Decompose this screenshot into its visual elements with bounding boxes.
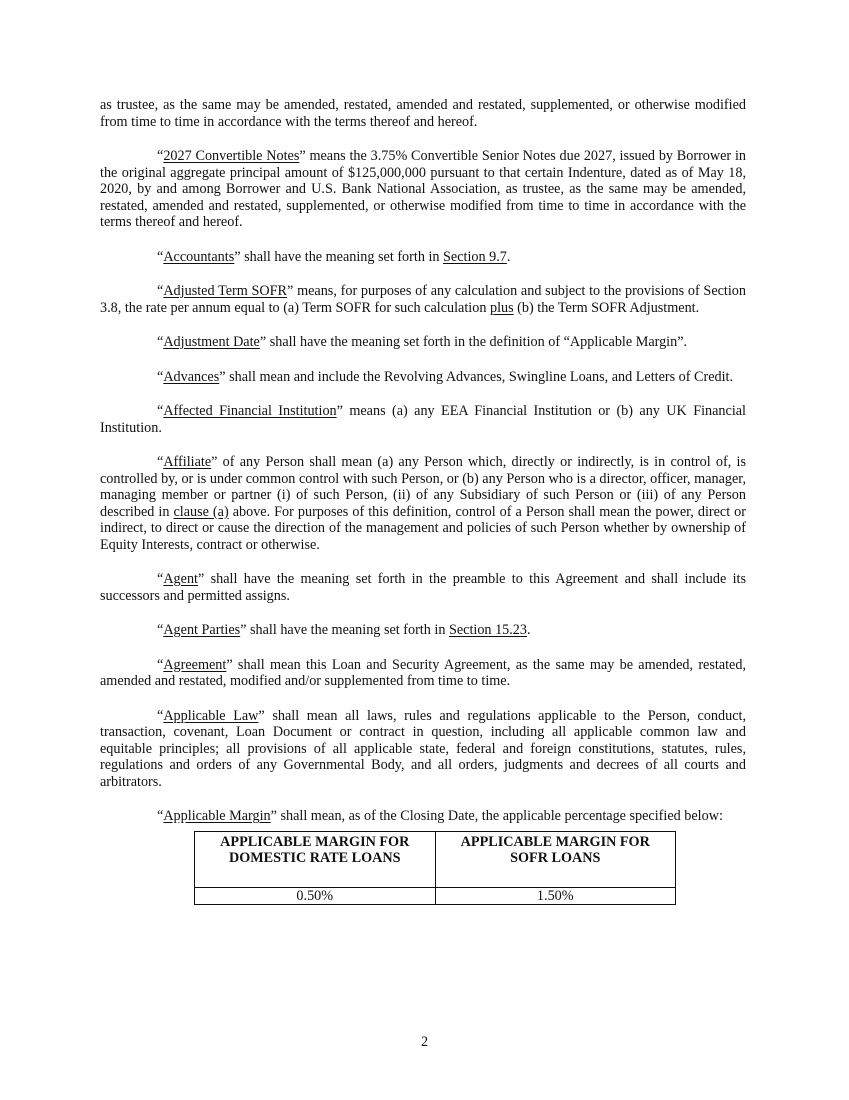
definition-applicable-law bbox=[100, 708, 746, 791]
table-row bbox=[195, 887, 676, 904]
defined-term: Agent Parties bbox=[163, 622, 241, 638]
page-number: 2 bbox=[420, 1034, 429, 1050]
open-quote: “ bbox=[157, 334, 164, 350]
definition-text: ” of any Person shall mean (a) any Person which, directly or indirectly, is in control of, is controlled by, or is under common control with such Person, or (b) any Person who is a director, officer, manager, managing member or partner (i) of such Person, (ii) of any Subsidiary of such Person or (iii) of any Person described in bbox=[100, 454, 746, 520]
definition-accountants bbox=[100, 249, 746, 266]
definition-2027-convertible-notes bbox=[100, 148, 746, 231]
open-quote: “ bbox=[157, 403, 164, 419]
intro-paragraph: as trustee, as the same may be amended, restated, amended and restated, supplemented, or otherwise modified from time to time in accordance with the terms thereof and hereof. bbox=[100, 97, 746, 130]
applicable-margin-table bbox=[194, 831, 676, 905]
open-quote: “ bbox=[157, 454, 164, 470]
open-quote: “ bbox=[157, 622, 164, 638]
open-quote: “ bbox=[157, 148, 164, 164]
definition-text-end: . bbox=[506, 248, 511, 265]
definition-text: ” means the 3.75% Convertible Senior Notes due 2027, issued by Borrower in the original aggregate principal amount of $125,000,000 pursuant to that certain Indenture, dated as of May 18, 2020, by and among Borrower and U.S. Bank National Association, as trustee, as the same may be amended, restated, amended and restated, supplemented, or otherwise modified from time to time in accordance with the terms thereof and hereof. bbox=[100, 148, 746, 230]
definition-text: ” shall mean, as of the Closing Date, the applicable percentage specified below: bbox=[270, 808, 723, 824]
definition-text: ” shall mean all laws, rules and regulations applicable to the Person, conduct, transaction, covenant, Loan Document or contract in question, including all applicable common law and equitable principles; all provisions of all applicable state, federal and foreign constitutions, statutes, rules, regulations and orders of any Governmental Body, and all orders, judgments and decrees of all courts and arbitrators. bbox=[100, 707, 746, 790]
definition-text: ” means (a) any EEA Financial Institution or (b) any UK Financial Institution. bbox=[100, 403, 746, 436]
definition-text: ” shall have the meaning set forth in the definition of “Applicable Margin”. bbox=[259, 334, 688, 350]
header-sofr-loans: APPLICABLE MARGIN FOR SOFR LOANS bbox=[435, 831, 676, 887]
definition-affiliate bbox=[100, 454, 746, 553]
definition-applicable-margin bbox=[100, 808, 746, 825]
defined-term: Adjusted Term SOFR bbox=[163, 283, 288, 299]
defined-term: Agent bbox=[163, 571, 198, 587]
open-quote: “ bbox=[157, 808, 164, 824]
open-quote: “ bbox=[157, 368, 164, 385]
defined-term: 2027 Convertible Notes bbox=[163, 148, 300, 164]
open-quote: “ bbox=[157, 656, 164, 673]
section-reference: Section 15.23 bbox=[448, 622, 527, 638]
open-quote: “ bbox=[157, 707, 164, 724]
open-quote: “ bbox=[157, 571, 164, 587]
defined-term: Applicable Law bbox=[163, 707, 259, 724]
defined-term: Accountants bbox=[163, 248, 235, 265]
definition-text-end: above. For purposes of this definition, control of a Person shall mean the power, direct or indirect, to direct or cause the direction of the management and policies of such Person whether by ownership of Equity Interests, contract or otherwise. bbox=[100, 503, 747, 553]
table-header-row bbox=[195, 831, 676, 887]
definition-text-end: . bbox=[527, 622, 531, 638]
definition-text: ” shall mean this Loan and Security Agreement, as the same may be amended, restated, amended and restated, modified and/or supplemented from time to time. bbox=[100, 656, 746, 689]
header-domestic-rate-loans: APPLICABLE MARGIN FOR DOMESTIC RATE LOANS bbox=[195, 831, 436, 887]
defined-term: Affiliate bbox=[163, 454, 212, 470]
document-page bbox=[100, 97, 746, 905]
definition-adjustment-date bbox=[100, 334, 746, 351]
definition-text: ” means, for purposes of any calculation and subject to the provisions of Section 3.8, the rate per annum equal to (a) Term SOFR for such calculation bbox=[100, 283, 746, 316]
definition-text: ” shall have the meaning set forth in bbox=[240, 622, 449, 638]
definition-text-end: (b) the Term SOFR Adjustment. bbox=[513, 299, 700, 316]
defined-term: Affected Financial Institution bbox=[163, 403, 337, 419]
margin-domestic-rate-value: 0.50% bbox=[195, 887, 436, 904]
definition-text: ” shall have the meaning set forth in the preamble to this Agreement and shall include its successors and permitted assigns. bbox=[100, 571, 746, 604]
definition-advances bbox=[100, 369, 746, 386]
section-reference: Section 9.7 bbox=[443, 248, 507, 265]
defined-term: Advances bbox=[163, 368, 220, 385]
definition-text: ” shall have the meaning set forth in bbox=[234, 248, 444, 265]
open-quote: “ bbox=[157, 283, 164, 299]
definition-affected-financial-institution bbox=[100, 403, 746, 436]
open-quote: “ bbox=[157, 248, 164, 265]
definition-text: ” shall mean and include the Revolving Advances, Swingline Loans, and Letters of Credit. bbox=[219, 368, 734, 385]
definition-agent bbox=[100, 571, 746, 604]
definition-adjusted-term-sofr bbox=[100, 283, 746, 316]
defined-term: Applicable Margin bbox=[163, 808, 271, 824]
defined-term: Agreement bbox=[163, 656, 227, 673]
clause-reference: clause (a) bbox=[173, 503, 229, 520]
definition-agreement bbox=[100, 657, 746, 690]
definition-agent-parties bbox=[100, 622, 746, 639]
margin-sofr-value: 1.50% bbox=[435, 887, 676, 904]
defined-term: Adjustment Date bbox=[163, 334, 260, 350]
emphasis-plus: plus bbox=[489, 299, 514, 316]
